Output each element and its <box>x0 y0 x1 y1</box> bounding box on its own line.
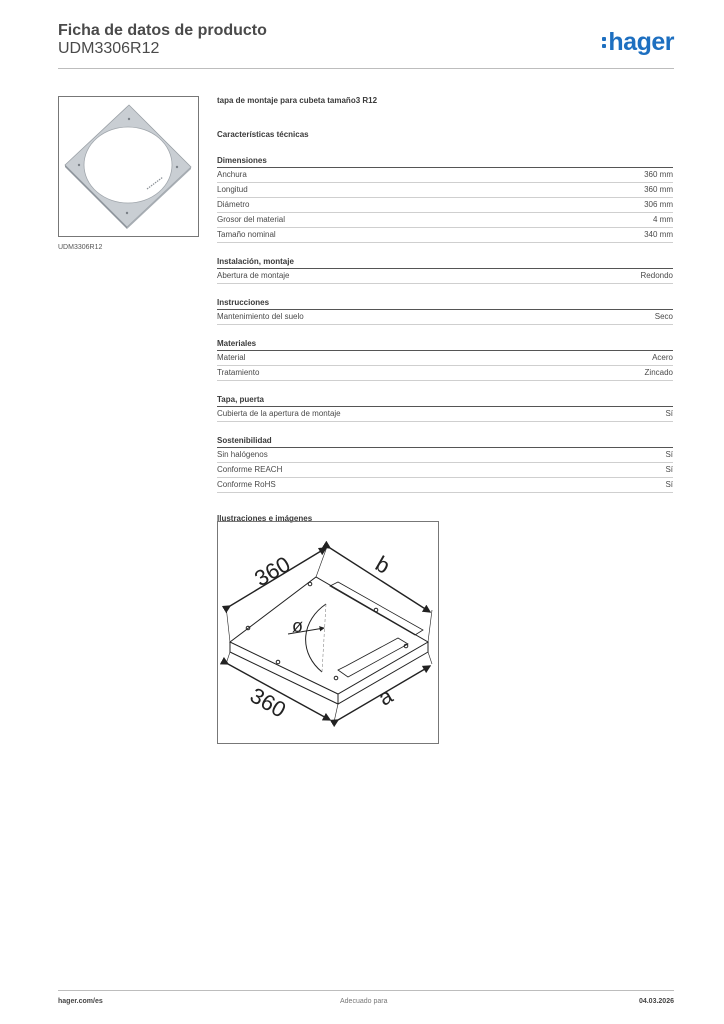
spec-label: Diámetro <box>217 200 250 209</box>
spec-row <box>217 351 673 366</box>
product-photo-icon <box>59 97 198 236</box>
spec-value: Redondo <box>640 271 673 280</box>
section-heading: Tapa, puerta <box>217 395 673 407</box>
spec-section <box>217 395 673 422</box>
spec-label: Conforme RoHS <box>217 480 276 489</box>
spec-content <box>217 96 673 526</box>
spec-section <box>217 298 673 325</box>
spec-row <box>217 478 673 493</box>
dim-label-top-right: b <box>371 550 395 579</box>
logo-text: hager <box>608 27 674 56</box>
spec-row <box>217 463 673 478</box>
spec-value: Zincado <box>644 368 673 377</box>
spec-value: 340 mm <box>644 230 673 239</box>
dimension-drawing <box>217 521 439 744</box>
spec-value: Seco <box>654 312 673 321</box>
product-thumbnail <box>58 96 199 237</box>
spec-label: Anchura <box>217 170 247 179</box>
spec-row <box>217 183 673 198</box>
spec-row <box>217 366 673 381</box>
spec-value: Sí <box>665 450 673 459</box>
spec-label: Sin halógenos <box>217 450 268 459</box>
spec-value: 360 mm <box>644 170 673 179</box>
footer-suitable-for: Adecuado para <box>340 998 388 1005</box>
spec-value: 4 mm <box>653 215 673 224</box>
tech-heading: Características técnicas <box>217 130 309 139</box>
product-description: tapa de montaje para cubeta tamaño3 R12 <box>217 96 378 105</box>
dim-label-top-left: 360 <box>250 551 295 592</box>
footer-website[interactable]: hager.com/es <box>58 998 103 1005</box>
spec-sections <box>217 156 673 493</box>
dim-label-bottom-left: 360 <box>245 682 291 723</box>
spec-value: 360 mm <box>644 185 673 194</box>
spec-row <box>217 269 673 284</box>
logo-dots-icon <box>602 37 606 48</box>
spec-label: Longitud <box>217 185 248 194</box>
spec-label: Cubierta de la apertura de montaje <box>217 409 341 418</box>
header-divider <box>58 68 674 69</box>
page-header <box>58 20 674 70</box>
spec-label: Mantenimiento del suelo <box>217 312 304 321</box>
spec-value: 306 mm <box>644 200 673 209</box>
spec-label: Tratamiento <box>217 368 260 377</box>
spec-row <box>217 448 673 463</box>
spec-section <box>217 436 673 493</box>
section-heading: Instalación, montaje <box>217 257 673 269</box>
spec-row <box>217 228 673 243</box>
spec-label: Grosor del material <box>217 215 286 224</box>
spec-value: Sí <box>665 465 673 474</box>
product-code: UDM3306R12 <box>58 40 160 57</box>
spec-row <box>217 310 673 325</box>
spec-value: Sí <box>665 480 673 489</box>
section-heading: Dimensiones <box>217 156 673 168</box>
spec-row <box>217 407 673 422</box>
spec-section <box>217 257 673 284</box>
hager-logo <box>602 27 674 57</box>
dimension-drawing-icon <box>218 522 438 743</box>
spec-value: Sí <box>665 409 673 418</box>
footer-divider <box>58 990 674 991</box>
spec-value: Acero <box>652 353 673 362</box>
document-title: Ficha de datos de producto <box>58 22 267 39</box>
spec-row <box>217 213 673 228</box>
spec-row <box>217 168 673 183</box>
spec-section <box>217 156 673 243</box>
spec-label: Tamaño nominal <box>217 230 276 239</box>
section-heading: Sostenibilidad <box>217 436 673 448</box>
section-heading: Instrucciones <box>217 298 673 310</box>
spec-label: Material <box>217 353 246 362</box>
footer-date: 04.03.2026 <box>638 998 674 1005</box>
spec-row <box>217 198 673 213</box>
section-heading: Materiales <box>217 339 673 351</box>
illustrations-heading: Ilustraciones e imágenes <box>217 514 313 523</box>
spec-section <box>217 339 673 381</box>
diameter-symbol: ø <box>292 616 303 636</box>
dim-label-bottom-right: a <box>373 682 397 711</box>
spec-label: Abertura de montaje <box>217 271 290 280</box>
spec-label: Conforme REACH <box>217 465 283 474</box>
thumbnail-caption: UDM3306R12 <box>58 244 103 251</box>
